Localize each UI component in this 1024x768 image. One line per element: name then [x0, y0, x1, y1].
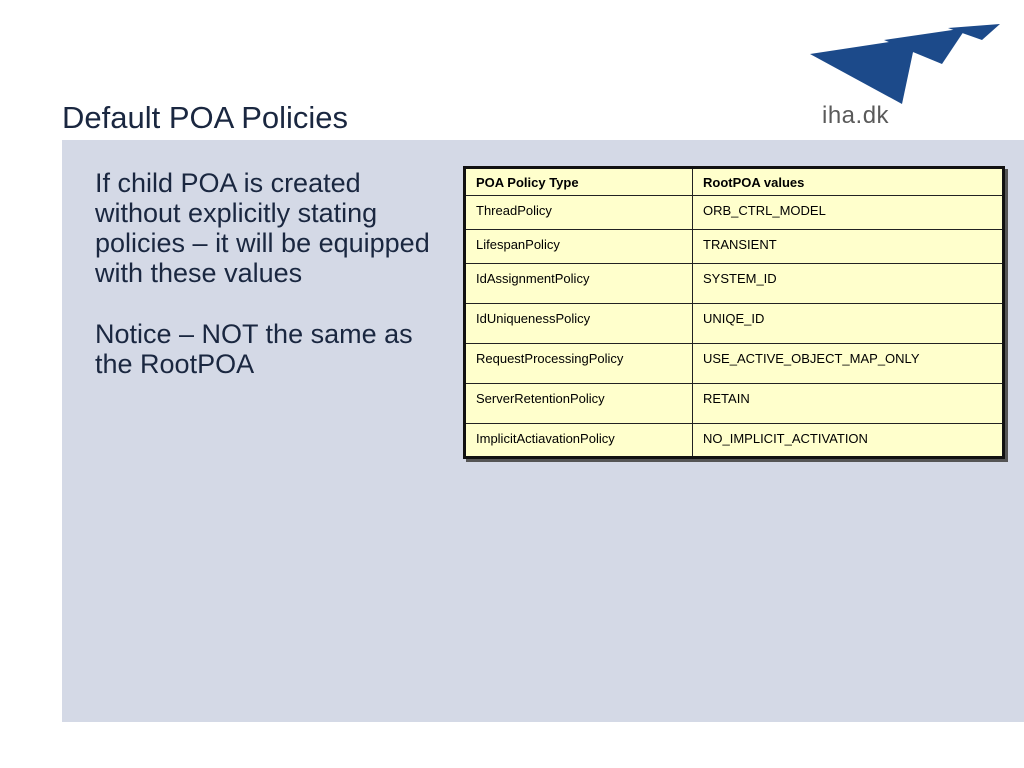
column-header-policy-type: POA Policy Type [465, 168, 693, 196]
table-row [465, 304, 1004, 344]
table-row [465, 264, 1004, 304]
logo-text: iha.dk [822, 102, 890, 129]
policy-type-cell: IdUniquenessPolicy [465, 304, 693, 344]
slide-title: Default POA Policies [62, 100, 349, 135]
bullet-item: If child POA is created without explicitly stating policies – it will be equipped with these values [95, 168, 430, 288]
iha-logo [808, 20, 1008, 135]
bullet-item: Notice – NOT the same as the RootPOA [95, 319, 413, 379]
table-row [465, 230, 1004, 264]
table-row [465, 424, 1004, 458]
policy-value-cell: UNIQE_ID [693, 304, 1004, 344]
table-row [465, 196, 1004, 230]
poa-policy-table [463, 166, 1005, 459]
policy-value-cell: ORB_CTRL_MODEL [693, 196, 1004, 230]
column-header-rootpoa-values: RootPOA values [693, 168, 1004, 196]
bullet-list [95, 168, 440, 410]
policy-type-cell: RequestProcessingPolicy [465, 344, 693, 384]
policy-value-cell: USE_ACTIVE_OBJECT_MAP_ONLY [693, 344, 1004, 384]
policy-value-cell: SYSTEM_ID [693, 264, 1004, 304]
policy-value-cell: TRANSIENT [693, 230, 1004, 264]
policy-type-cell: LifespanPolicy [465, 230, 693, 264]
table-row [465, 344, 1004, 384]
policy-type-cell: ServerRetentionPolicy [465, 384, 693, 424]
policy-value-cell: NO_IMPLICIT_ACTIVATION [693, 424, 1004, 458]
policy-value-cell: RETAIN [693, 384, 1004, 424]
bird-wings-icon [808, 20, 1008, 110]
policy-type-cell: ThreadPolicy [465, 196, 693, 230]
policy-type-cell: ImplicitActiavationPolicy [465, 424, 693, 458]
table-header-row [465, 168, 1004, 196]
policy-type-cell: IdAssignmentPolicy [465, 264, 693, 304]
table-row [465, 384, 1004, 424]
